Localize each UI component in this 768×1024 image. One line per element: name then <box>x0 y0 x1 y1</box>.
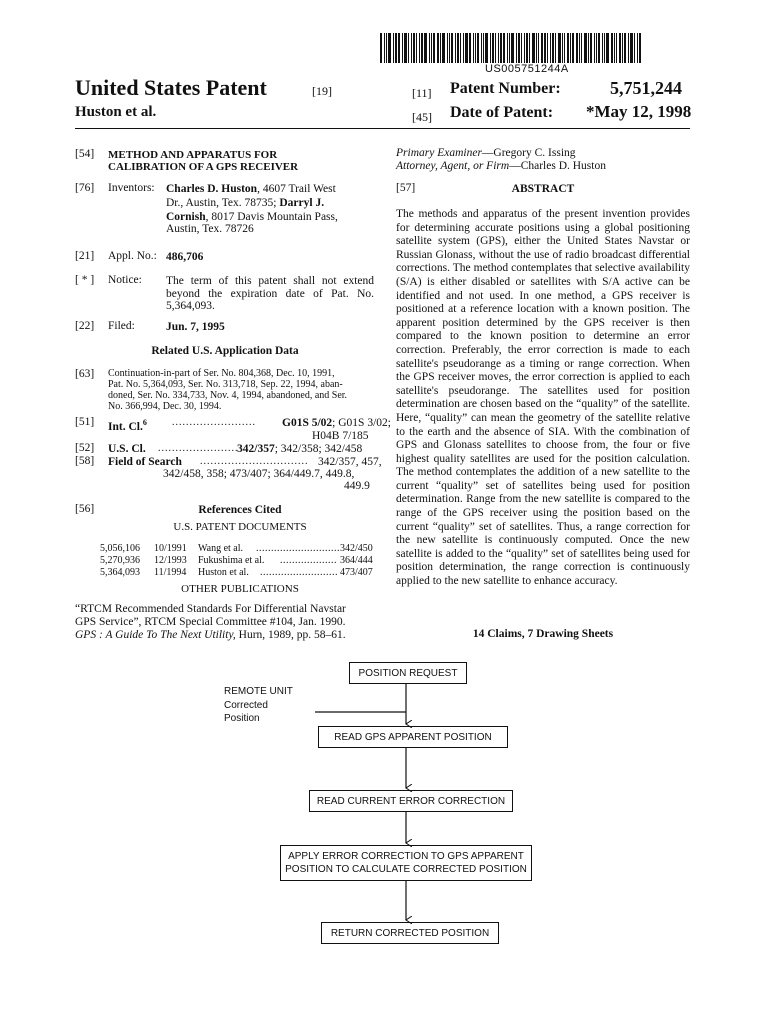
search-line3: 449.9 <box>344 480 370 492</box>
abstract-code: [57] <box>396 182 416 194</box>
flow-box-apply-line1: APPLY ERROR CORRECTION TO GPS APPARENT <box>288 851 524 862</box>
ref-name: Wang et al. <box>198 543 244 554</box>
claims-line: 14 Claims, 7 Drawing Sheets <box>472 628 614 640</box>
search-code: [58] <box>75 455 95 467</box>
intcl-sup: 6 <box>142 418 147 427</box>
search-line1: 342/357, 457, <box>318 456 382 468</box>
related-heading: Related U.S. Application Data <box>151 345 299 357</box>
search-label: Field of Search <box>108 456 182 468</box>
pub-line3-rest: Hurn, 1989, pp. 58–61. <box>235 629 346 641</box>
flow-box-return: RETURN CORRECTED POSITION <box>321 922 499 944</box>
inventor2-name-b: Cornish <box>166 211 206 223</box>
patent-title: United States Patent <box>75 75 267 100</box>
inventor2-name-a: Darryl J. <box>279 197 325 209</box>
patent-number-code: [11] <box>412 86 432 100</box>
appl-label: Appl. No.: <box>108 250 157 262</box>
examiner-label: Primary Examiner <box>396 147 482 159</box>
flow-box-read-apparent: READ GPS APPARENT POSITION <box>318 726 508 748</box>
intcl-label: Int. Cl. <box>108 420 143 433</box>
abstract-text: The methods and apparatus of the present invention provides for determining accurate positions using a global positioning satellite system (GPS), either the United States Navstar or Russian Glonass, without the use of radio broadcast differential corrections. The method contemplates that selective availability (S/A) is either disabled or satellites with S/A active can be identified and not used. In one method, a GPS receiver is positioned at a reference location with a known position. The apparent position determined by the GPS receiver is then compared to the known position to determine an error correction. Preferably, the error correction is made to each satellite's pseudorange as a timing or range correction. When the GPS receiver moves, the error correction is applied to each satellite's pseudorange. The satellites used for position determination are chosen based on the “quality” of the satellite. Here, “quality” can mean the geometry of the satellite relative to the earth and the absence of SIA. With the combination of GPS and Glonass satellites to choose from, the four or five highest quality satellites are used for the position calculation. The method contemplates the addition of a new satellite to the current “quality” set of satellites being used for position determination. Range from the new satellite is compared to the range of the GPS receiver using the position based on the current “quality” set of satellites. Thus, a range correction for the new satellite is continuously computed. Once the new satellite is added to the “quality” set of satellites being used for position determination, the range correction is continuously applied to the new satellite to enhance accuracy. <box>396 208 690 588</box>
appl-code: [21] <box>75 250 95 262</box>
uscl-label: U.S. Cl. <box>108 443 146 455</box>
ref-class: 364/444 <box>340 555 373 566</box>
flow-box-apply-line2: POSITION TO CALCULATE CORRECTED POSITION <box>285 864 527 875</box>
abstract-heading: ABSTRACT <box>511 183 575 195</box>
ref-number: 5,056,106 <box>100 543 140 554</box>
ref-class: 342/450 <box>340 543 373 554</box>
document-number: US005751244A <box>485 63 569 75</box>
notice-label: Notice: <box>108 274 142 286</box>
ref-leader: ................... <box>280 555 337 566</box>
filed-value: Jun. 7, 1995 <box>166 321 225 333</box>
pub-line3-title: GPS : A Guide To The Next Utility, <box>75 629 236 641</box>
ref-number: 5,270,936 <box>100 555 140 566</box>
intcl-code: [51] <box>75 416 95 428</box>
inventor1-addr-a: , 4607 Trail West <box>257 183 336 195</box>
inventors-code: [76] <box>75 182 95 194</box>
inventors-label: Inventors: <box>108 182 155 194</box>
flow-box-position-request: POSITION REQUEST <box>349 662 467 684</box>
date-code: [45] <box>412 110 432 124</box>
flow-box-read-error: READ CURRENT ERROR CORRECTION <box>309 790 513 812</box>
notice-line1: The term of this patent shall not extend <box>166 275 374 287</box>
fig-side-label1: REMOTE UNIT <box>224 686 293 697</box>
ref-leader: ............................ <box>256 543 340 554</box>
cont-line2: Pat. No. 5,364,093, Ser. No. 313,718, Sep. 22, 1994, aban- <box>108 379 343 390</box>
ref-name: Fukushima et al. <box>198 555 265 566</box>
search-leader: ............................... <box>200 456 309 467</box>
us-docs-heading: U.S. PATENT DOCUMENTS <box>173 521 307 533</box>
ref-date: 12/1993 <box>154 555 187 566</box>
intcl-value1-rest: ; G01S 3/02; <box>332 417 391 429</box>
uscl-code: [52] <box>75 442 95 454</box>
intcl-leader: ........................ <box>172 417 256 428</box>
intcl-value2: H04B 7/185 <box>312 430 369 442</box>
title-code: [19] <box>312 84 332 98</box>
inventor2-addr-b: Austin, Tex. 78726 <box>166 223 254 235</box>
patent-date: *May 12, 1998 <box>586 102 692 121</box>
inventor1-addr-b: Dr., Austin, Tex. 78735; <box>166 197 280 209</box>
filed-label: Filed: <box>108 320 135 332</box>
examiner-value: —Gregory C. Issing <box>481 147 576 159</box>
uscl-value-bold: 342/357 <box>237 443 275 455</box>
cont-line3: doned, Ser. No. 334,733, Nov. 4, 1994, abandoned, and Ser. <box>108 390 348 401</box>
filed-code: [22] <box>75 320 95 332</box>
date-label: Date of Patent: <box>450 104 554 121</box>
ref-name: Huston et al. <box>198 567 249 578</box>
appl-value: 486,706 <box>166 251 204 263</box>
inventor2-addr-a: , 8017 Davis Mountain Pass, <box>205 211 338 223</box>
notice-code: [ * ] <box>75 274 95 286</box>
patent-number: 5,751,244 <box>610 78 682 98</box>
other-pubs-heading: OTHER PUBLICATIONS <box>181 583 299 595</box>
authors: Huston et al. <box>75 104 157 120</box>
pub-line1: “RTCM Recommended Standards For Differential Navstar <box>75 603 346 615</box>
attorney-value: —Charles D. Huston <box>509 160 606 172</box>
ref-date: 11/1994 <box>154 567 187 578</box>
ref-number: 5,364,093 <box>100 567 140 578</box>
invention-title-line1: METHOD AND APPARATUS FOR <box>108 149 278 161</box>
attorney-label: Attorney, Agent, or Firm <box>396 160 510 172</box>
ref-class: 473/407 <box>340 567 373 578</box>
notice-line3: 5,364,093. <box>166 300 215 312</box>
intcl-value1-bold: G01S 5/02 <box>282 417 333 429</box>
fig-side-label2: Corrected <box>224 700 268 711</box>
invention-title-line2: CALIBRATION OF A GPS RECEIVER <box>108 161 299 173</box>
pub-line2: GPS Service”, RTCM Special Committee #104, Jan. 1990. <box>75 616 346 628</box>
ref-date: 10/1991 <box>154 543 187 554</box>
refs-heading: References Cited <box>198 504 282 516</box>
patent-number-label: Patent Number: <box>450 80 561 97</box>
cont-code: [63] <box>75 368 95 380</box>
uscl-value-rest: ; 342/358; 342/458 <box>274 443 363 455</box>
cont-line4: No. 366,994, Dec. 30, 1994. <box>108 401 222 412</box>
refs-code: [56] <box>75 503 95 515</box>
fig-side-label3: Position <box>224 713 260 724</box>
inventor1-name: Charles D. Huston <box>166 183 258 195</box>
notice-line2: beyond the expiration date of Pat. No. <box>166 288 374 300</box>
cont-line1: Continuation-in-part of Ser. No. 804,368, Dec. 10, 1991, <box>108 368 335 379</box>
title-field-code: [54] <box>75 148 95 160</box>
ref-leader: .......................... <box>260 567 338 578</box>
uscl-leader: ....................... <box>158 443 239 454</box>
search-line2: 342/458, 358; 473/407; 364/449.7, 449.8, <box>163 468 355 480</box>
